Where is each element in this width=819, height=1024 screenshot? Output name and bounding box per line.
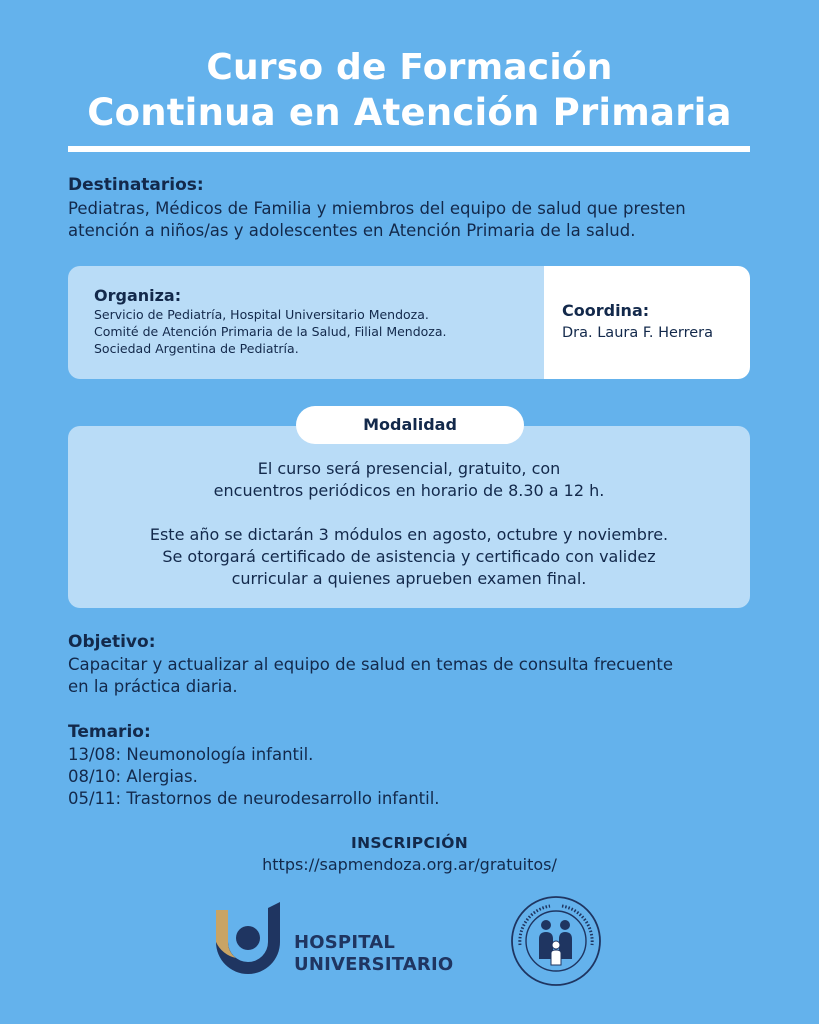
inscripcion-link[interactable]: https://sapmendoza.org.ar/gratuitos/ [262,855,557,874]
modalidad-p2-line-3: curricular a quienes aprueben examen final. [231,569,587,588]
temario-section [68,720,768,810]
hospital-logo-icon [208,898,288,978]
objetivo-line-2: en la práctica diaria. [68,677,238,696]
destinatarios-line-2: atención a niños/as y adolescentes en Atención Primaria de la salud. [68,221,636,240]
hospital-logo-line-1: HOSPITAL [294,932,396,953]
modalidad-p1-line-1: El curso será presencial, gratuito, con [257,459,561,478]
organiza-coordina-box [68,266,750,379]
modalidad-label: Modalidad [296,406,524,444]
coordina-name: Dra. Laura F. Herrera [562,325,714,341]
modalidad-p2-line-1: Este año se dictarán 3 módulos en agosto, octubre y noviembre. [149,525,669,544]
temario-item-1: 13/08: Neumonología infantil. [68,745,314,764]
coordina-heading: Coordina: [562,301,650,320]
inscripcion-heading: INSCRIPCIÓN [351,834,468,852]
temario-item-3: 05/11: Trastornos de neurodesarrollo infantil. [68,789,440,808]
coordina-panel [544,266,750,379]
organiza-panel [68,266,544,379]
destinatarios-section [68,174,768,242]
organiza-line-3: Sociedad Argentina de Pediatría. [94,341,299,356]
title-underline [68,146,750,152]
sap-mendoza-logo [510,895,602,987]
objetivo-heading: Objetivo: [68,632,156,652]
modalidad-p2-line-2: Se otorgará certificado de asistencia y certificado con validez [162,547,656,566]
objetivo-line-1: Capacitar y actualizar al equipo de salud en temas de consulta frecuente [68,655,674,674]
objetivo-section [68,630,768,698]
temario-heading: Temario: [68,722,151,742]
hospital-universitario-logo [208,898,458,982]
title-line-1: Curso de Formación [206,47,613,88]
sap-family-emblem-icon [510,895,602,987]
organiza-heading: Organiza: [94,286,182,305]
organiza-line-1: Servicio de Pediatría, Hospital Universitario Mendoza. [94,307,429,322]
modalidad-paragraph-2 [68,524,750,590]
poster-title [0,46,819,136]
destinatarios-line-1: Pediatras, Médicos de Familia y miembros del equipo de salud que presten [68,199,686,218]
modalidad-paragraph-1 [68,458,750,502]
modalidad-box [68,426,750,608]
destinatarios-heading: Destinatarios: [68,175,204,195]
hospital-logo-line-2: UNIVERSITARIO [294,954,454,975]
organiza-line-2: Comité de Atención Primaria de la Salud, Filial Mendoza. [94,324,447,339]
title-line-2: Continua en Atención Primaria [87,91,732,134]
modalidad-p1-line-2: encuentros periódicos en horario de 8.30 a 12 h. [213,481,605,500]
temario-item-2: 08/10: Alergias. [68,767,198,786]
inscripcion-section [0,832,819,876]
